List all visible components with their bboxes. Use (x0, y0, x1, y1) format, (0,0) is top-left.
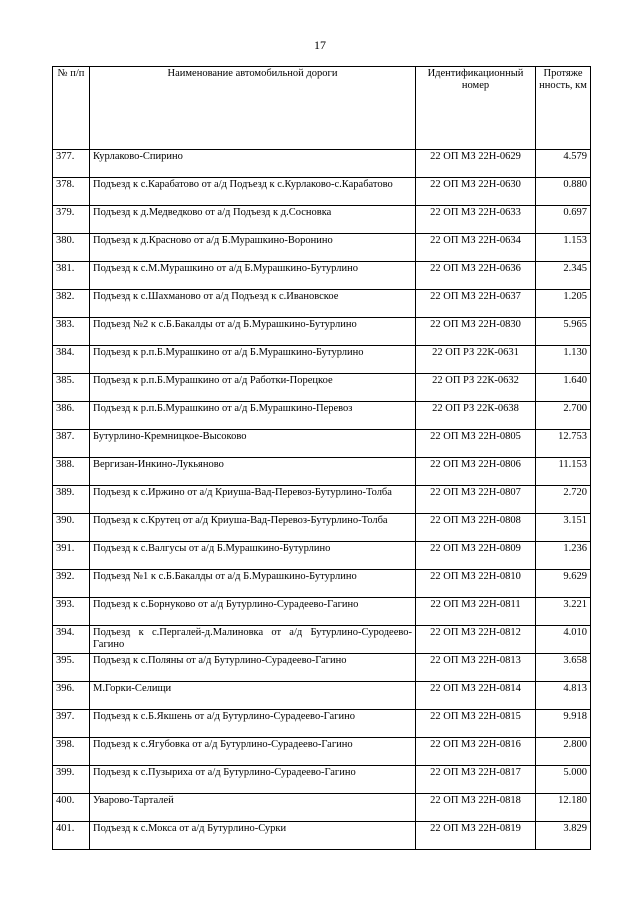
row-name: Подъезд к с.Карабатово от а/д Подъезд к с.Курлаково-с.Карабатово (90, 178, 416, 206)
row-length: 2.700 (536, 402, 591, 430)
row-name: Подъезд к с.Поляны от а/д Бутурлино-Сурадеево-Гагино (90, 654, 416, 682)
row-length: 5.000 (536, 766, 591, 794)
row-length: 0.880 (536, 178, 591, 206)
row-num: 393. (53, 598, 90, 626)
row-ident: 22 ОП МЗ 22Н-0634 (416, 234, 536, 262)
header-length: Протяже нность, км (536, 67, 591, 150)
row-length: 1.130 (536, 346, 591, 374)
row-length: 1.153 (536, 234, 591, 262)
row-name: Подъезд к р.п.Б.Мурашкино от а/д Б.Мурашкино-Перевоз (90, 402, 416, 430)
row-ident: 22 ОП МЗ 22Н-0633 (416, 206, 536, 234)
header-num: № п/п (53, 67, 90, 150)
row-ident: 22 ОП МЗ 22Н-0636 (416, 262, 536, 290)
table-row (53, 402, 591, 430)
row-num: 384. (53, 346, 90, 374)
row-length: 1.236 (536, 542, 591, 570)
row-ident: 22 ОП РЗ 22К-0632 (416, 374, 536, 402)
row-num: 382. (53, 290, 90, 318)
row-num: 401. (53, 822, 90, 850)
table-row (53, 178, 591, 206)
table-row (53, 458, 591, 486)
row-num: 391. (53, 542, 90, 570)
row-num: 389. (53, 486, 90, 514)
table-row (53, 654, 591, 682)
row-ident: 22 ОП МЗ 22Н-0812 (416, 626, 536, 654)
row-name: Подъезд к д.Медведково от а/д Подъезд к д.Сосновка (90, 206, 416, 234)
row-length: 9.629 (536, 570, 591, 598)
roads-table (52, 66, 591, 850)
row-name: Подъезд к с.М.Мурашкино от а/д Б.Мурашкино-Бутурлино (90, 262, 416, 290)
row-length: 2.720 (536, 486, 591, 514)
row-name: Подъезд к р.п.Б.Мурашкино от а/д Работки-Порецкое (90, 374, 416, 402)
row-name: Подъезд №1 к с.Б.Бакалды от а/д Б.Мурашкино-Бутурлино (90, 570, 416, 598)
row-name: М.Горки-Селищи (90, 682, 416, 710)
row-name: Подъезд к с.Мокса от а/д Бутурлино-Сурки (90, 822, 416, 850)
row-ident: 22 ОП МЗ 22Н-0817 (416, 766, 536, 794)
row-num: 398. (53, 738, 90, 766)
row-name: Подъезд к с.Шахманово от а/д Подъезд к с.Ивановское (90, 290, 416, 318)
table-header-row (53, 67, 591, 150)
table-row (53, 150, 591, 178)
row-ident: 22 ОП МЗ 22Н-0811 (416, 598, 536, 626)
row-length: 9.918 (536, 710, 591, 738)
row-ident: 22 ОП МЗ 22Н-0629 (416, 150, 536, 178)
row-name: Уварово-Тарталей (90, 794, 416, 822)
row-name: Подъезд к с.Ягубовка от а/д Бутурлино-Сурадеево-Гагино (90, 738, 416, 766)
row-length: 2.800 (536, 738, 591, 766)
row-length: 2.345 (536, 262, 591, 290)
row-num: 394. (53, 626, 90, 654)
row-length: 4.579 (536, 150, 591, 178)
row-length: 1.205 (536, 290, 591, 318)
row-num: 397. (53, 710, 90, 738)
table-row (53, 626, 591, 654)
table-row (53, 514, 591, 542)
row-ident: 22 ОП МЗ 22Н-0806 (416, 458, 536, 486)
row-ident: 22 ОП МЗ 22Н-0637 (416, 290, 536, 318)
row-length: 1.640 (536, 374, 591, 402)
row-name: Подъезд к с.Пузыриха от а/д Бутурлино-Сурадеево-Гагино (90, 766, 416, 794)
row-length: 12.180 (536, 794, 591, 822)
row-name: Подъезд к с.Пергалей-д.Малиновка от а/д Бутурлино-Суродеево-Гагино (90, 626, 416, 654)
row-num: 380. (53, 234, 90, 262)
table-row (53, 570, 591, 598)
row-num: 390. (53, 514, 90, 542)
table-row (53, 598, 591, 626)
row-length: 3.221 (536, 598, 591, 626)
row-num: 400. (53, 794, 90, 822)
row-ident: 22 ОП РЗ 22К-0638 (416, 402, 536, 430)
row-name: Бутурлино-Кремницкое-Высоково (90, 430, 416, 458)
row-length: 5.965 (536, 318, 591, 346)
row-num: 387. (53, 430, 90, 458)
table-row (53, 290, 591, 318)
table-row (53, 234, 591, 262)
table-row (53, 766, 591, 794)
row-length: 11.153 (536, 458, 591, 486)
table-row (53, 206, 591, 234)
row-name: Подъезд к с.Борнуково от а/д Бутурлино-Сурадеево-Гагино (90, 598, 416, 626)
row-name: Подъезд к д.Красново от а/д Б.Мурашкино-Воронино (90, 234, 416, 262)
table-row (53, 262, 591, 290)
row-ident: 22 ОП МЗ 22Н-0809 (416, 542, 536, 570)
table-row (53, 430, 591, 458)
table-row (53, 822, 591, 850)
table-row (53, 374, 591, 402)
row-name: Подъезд к р.п.Б.Мурашкино от а/д Б.Мурашкино-Бутурлино (90, 346, 416, 374)
table-row (53, 794, 591, 822)
row-name: Курлаково-Спирино (90, 150, 416, 178)
row-num: 381. (53, 262, 90, 290)
table-row (53, 710, 591, 738)
row-num: 386. (53, 402, 90, 430)
header-name: Наименование автомобильной дороги (90, 67, 416, 150)
row-ident: 22 ОП МЗ 22Н-0630 (416, 178, 536, 206)
table-row (53, 542, 591, 570)
row-length: 3.658 (536, 654, 591, 682)
row-ident: 22 ОП МЗ 22Н-0805 (416, 430, 536, 458)
row-ident: 22 ОП МЗ 22Н-0818 (416, 794, 536, 822)
row-num: 379. (53, 206, 90, 234)
row-name: Подъезд №2 к с.Б.Бакалды от а/д Б.Мурашкино-Бутурлино (90, 318, 416, 346)
row-length: 3.151 (536, 514, 591, 542)
row-ident: 22 ОП МЗ 22Н-0813 (416, 654, 536, 682)
row-num: 396. (53, 682, 90, 710)
table-row (53, 486, 591, 514)
row-length: 4.010 (536, 626, 591, 654)
row-length: 0.697 (536, 206, 591, 234)
row-ident: 22 ОП РЗ 22К-0631 (416, 346, 536, 374)
row-ident: 22 ОП МЗ 22Н-0816 (416, 738, 536, 766)
row-ident: 22 ОП МЗ 22Н-0807 (416, 486, 536, 514)
table-row (53, 318, 591, 346)
row-name: Подъезд к с.Валгусы от а/д Б.Мурашкино-Бутурлино (90, 542, 416, 570)
row-num: 392. (53, 570, 90, 598)
row-name: Вергизан-Инкино-Лукьяново (90, 458, 416, 486)
row-num: 385. (53, 374, 90, 402)
page-number: 17 (314, 38, 326, 52)
row-ident: 22 ОП МЗ 22Н-0810 (416, 570, 536, 598)
row-ident: 22 ОП МЗ 22Н-0819 (416, 822, 536, 850)
row-num: 399. (53, 766, 90, 794)
header-ident: Идентификационный номер (416, 67, 536, 150)
row-num: 378. (53, 178, 90, 206)
row-length: 12.753 (536, 430, 591, 458)
table-row (53, 346, 591, 374)
row-ident: 22 ОП МЗ 22Н-0814 (416, 682, 536, 710)
row-num: 395. (53, 654, 90, 682)
table-row (53, 682, 591, 710)
row-num: 383. (53, 318, 90, 346)
row-length: 4.813 (536, 682, 591, 710)
row-name: Подъезд к с.Б.Якшень от а/д Бутурлино-Сурадеево-Гагино (90, 710, 416, 738)
row-num: 377. (53, 150, 90, 178)
row-name: Подъезд к с.Крутец от а/д Криуша-Вад-Перевоз-Бутурлино-Толба (90, 514, 416, 542)
row-ident: 22 ОП МЗ 22Н-0808 (416, 514, 536, 542)
row-name: Подъезд к с.Иржино от а/д Криуша-Вад-Перевоз-Бутурлино-Толба (90, 486, 416, 514)
row-length: 3.829 (536, 822, 591, 850)
row-ident: 22 ОП МЗ 22Н-0830 (416, 318, 536, 346)
row-num: 388. (53, 458, 90, 486)
table-row (53, 738, 591, 766)
row-ident: 22 ОП МЗ 22Н-0815 (416, 710, 536, 738)
